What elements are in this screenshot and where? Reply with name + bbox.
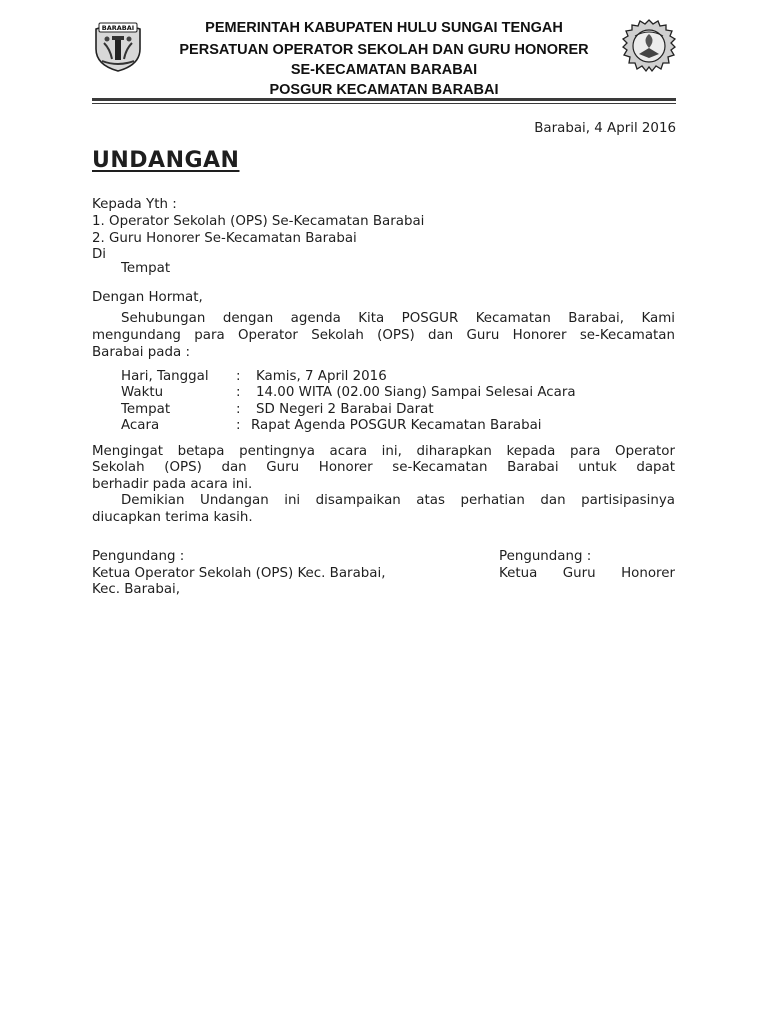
- letterhead-divider-thin: [92, 103, 676, 104]
- detail-place-colon: :: [236, 402, 241, 417]
- body-paragraph-1-line-2: mengundang para Operator Sekolah (OPS) dan Guru Honorer se-Kecamatan: [92, 328, 675, 343]
- detail-time-label: Waktu: [121, 385, 164, 400]
- recipient-salutation: Kepada Yth :: [92, 197, 177, 212]
- body-paragraph-1-line-1: Sehubungan dengan agenda Kita POSGUR Kecamatan Barabai, Kami: [121, 311, 675, 326]
- body-paragraph-2-line-3: berhadir pada acara ini.: [92, 477, 253, 492]
- letterhead-divider: [92, 98, 676, 101]
- detail-day-colon: :: [236, 369, 241, 384]
- signature-right-title: Ketua Guru Honorer: [499, 566, 675, 581]
- body-paragraph-2-line-1: Mengingat betapa pentingnya acara ini, diharapkan kepada para Operator: [92, 444, 675, 459]
- regency-emblem-logo: [92, 19, 144, 73]
- letter-title: UNDANGAN: [92, 148, 240, 173]
- body-paragraph-2-line-2: Sekolah (OPS) dan Guru Honorer se-Kecamatan Barabai untuk dapat: [92, 460, 675, 475]
- recipient-item-2: 2. Guru Honorer Se-Kecamatan Barabai: [92, 231, 357, 246]
- detail-day-label: Hari, Tanggal: [121, 369, 209, 384]
- letterhead-organization: PERSATUAN OPERATOR SEKOLAH DAN GURU HONORER: [179, 42, 589, 58]
- body-paragraph-3-line-1: Demikian Undangan ini disampaikan atas perhatian dan partisipasinya: [121, 493, 675, 508]
- detail-time-value: 14.00 WITA (02.00 Siang) Sampai Selesai Acara: [256, 385, 576, 400]
- detail-event-colon: :: [236, 418, 241, 433]
- greeting: Dengan Hormat,: [92, 290, 203, 305]
- recipient-di: Di: [92, 247, 107, 262]
- body-paragraph-3-line-2: diucapkan terima kasih.: [92, 510, 253, 525]
- letterhead-posgur: POSGUR KECAMATAN BARABAI: [269, 82, 499, 98]
- letter-date: Barabai, 4 April 2016: [534, 121, 676, 136]
- detail-place-value: SD Negeri 2 Barabai Darat: [256, 402, 434, 417]
- body-paragraph-1-line-3: Barabai pada :: [92, 345, 190, 360]
- signature-left-heading: Pengundang :: [92, 549, 185, 564]
- detail-event-value: Rapat Agenda POSGUR Kecamatan Barabai: [251, 418, 542, 433]
- emblem-text: BARABAI: [101, 24, 135, 32]
- detail-time-colon: :: [236, 385, 241, 400]
- recipient-tempat: Tempat: [121, 261, 171, 276]
- signature-left-title: Ketua Operator Sekolah (OPS) Kec. Barabai,: [92, 566, 386, 581]
- letterhead-district: SE-KECAMATAN BARABAI: [290, 62, 478, 78]
- detail-event-label: Acara: [121, 418, 160, 433]
- detail-day-value: Kamis, 7 April 2016: [256, 369, 387, 384]
- signature-right-heading: Pengundang :: [499, 549, 592, 564]
- signature-left-title-cont: Kec. Barabai,: [92, 582, 181, 597]
- education-emblem-logo: [621, 18, 677, 74]
- recipient-item-1: 1. Operator Sekolah (OPS) Se-Kecamatan Barabai: [92, 214, 425, 229]
- detail-place-label: Tempat: [121, 402, 171, 417]
- letterhead-government: PEMERINTAH KABUPATEN HULU SUNGAI TENGAH: [205, 20, 563, 36]
